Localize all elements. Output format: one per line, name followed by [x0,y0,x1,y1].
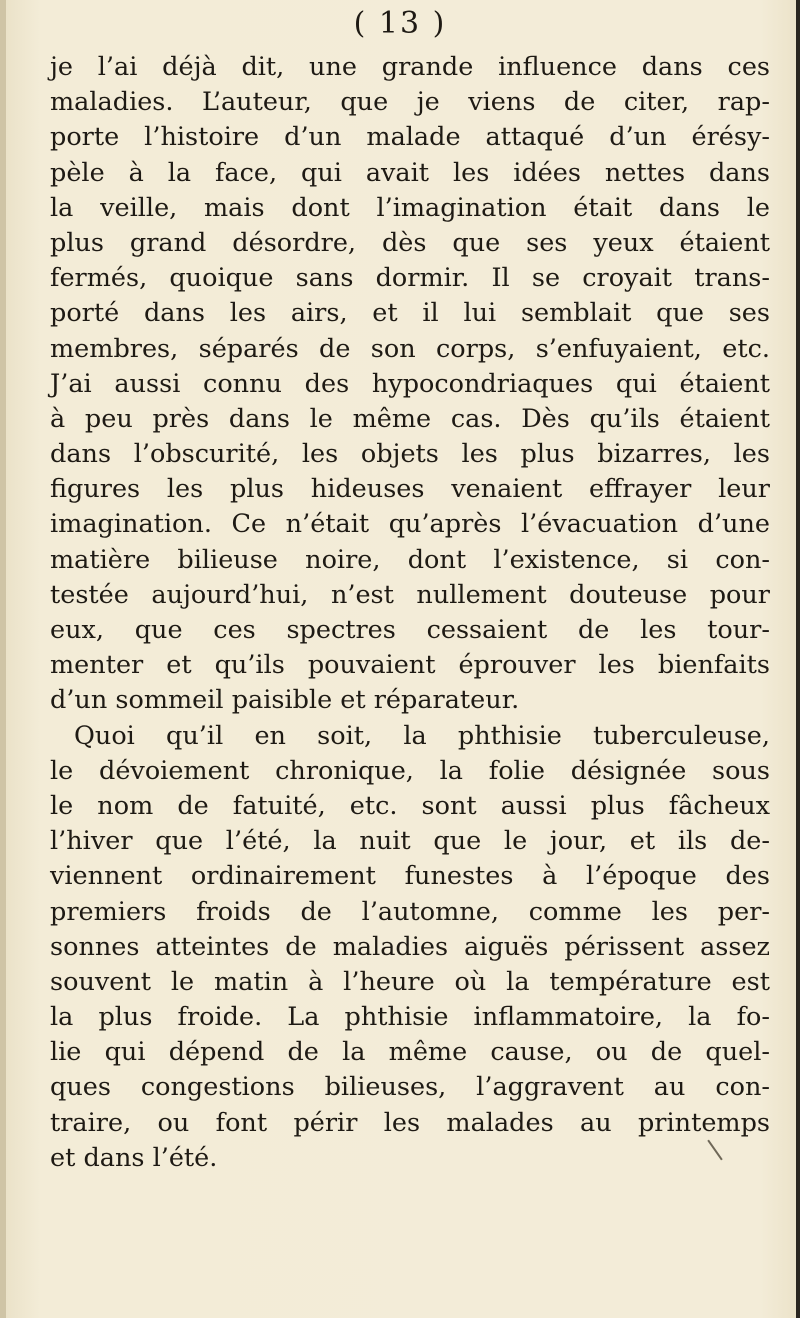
text-line: fermés, quoique sans dormir. Il se croyait trans- [50,263,770,294]
text-line: premiers froids de l’automne, comme les per- [50,896,770,927]
text-line: Quoi qu’il en soit, la phthisie tuberculeuse, [74,720,770,751]
text-line: souvent le matin à l’heure où la température est [50,966,770,997]
text-line: viennent ordinairement funestes à l’époque des [50,861,770,892]
text-line: ques congestions bilieuses, l’aggravent au con- [50,1072,770,1103]
text-line: et dans l’été. [50,1142,218,1173]
text-line: testée aujourd’hui, n’est nullement douteuse pour [50,579,770,610]
text-line: je l’ai déjà dit, une grande influence dans ces [50,52,770,82]
text-line: menter et qu’ils pouvaient éprouver les bienfaits [50,650,770,681]
text-line: la plus froide. La phthisie inflammatoire, la fo- [50,1002,770,1033]
text-line: maladies. L’auteur, que je viens de citer, rap- [50,87,770,118]
text-line: d’un sommeil paisible et réparateur. [50,685,520,716]
page-number-header: ( 13 ) [353,6,447,41]
text-line: traire, ou font périr les malades au printemps [50,1107,770,1138]
text-line: eux, que ces spectres cessaient de les tour- [50,615,770,645]
text-line: J’ai aussi connu des hypocondriaques qui étaient [50,368,770,399]
text-line: plus grand désordre, dès que ses yeux étaient [50,227,770,258]
text-line: à peu près dans le même cas. Dès qu’ils étaient [50,403,770,434]
text-line: l’hiver que l’été, la nuit que le jour, et ils de- [50,826,770,857]
text-line: le nom de fatuité, etc. sont aussi plus fâcheux [50,790,770,821]
text-line: la veille, mais dont l’imagination était dans le [50,192,770,223]
text-line: dans l’obscurité, les objets les plus bizarres, les [50,439,770,470]
text-line: porté dans les airs, et il lui semblait que ses [50,298,770,329]
text-line: le dévoiement chronique, la folie désignée sous [50,755,770,786]
text-line: membres, séparés de son corps, s’enfuyaient, etc. [50,333,770,364]
text-line: matière bilieuse noire, dont l’existence, si con- [50,544,770,575]
page-right-edge [796,0,800,1318]
text-line: porte l’histoire d’un malade attaqué d’un érésy- [50,122,770,153]
body-text [50,50,770,1176]
page-binding-edge [0,0,6,1318]
text-line: sonnes atteintes de maladies aiguës périssent assez [50,931,770,962]
text-line: lie qui dépend de la même cause, ou de quel- [50,1037,770,1068]
text-line: imagination. Ce n’était qu’après l’évacuation d’une [50,509,770,540]
text-line: figures les plus hideuses venaient effrayer leur [50,474,770,505]
text-line: pèle à la face, qui avait les idées nettes dans [50,157,770,188]
